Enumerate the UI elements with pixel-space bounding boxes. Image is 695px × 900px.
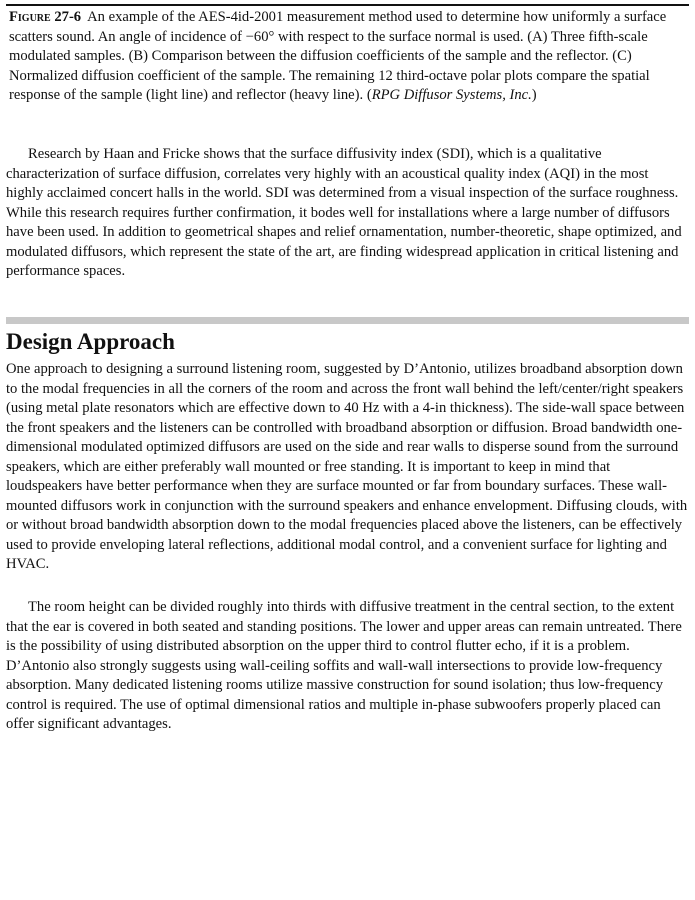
- design-paragraph-1: One approach to designing a surround listening room, suggested by D’Antonio, utilizes broadband absorption down to the modal frequencies in all the corners of the room and across the front wall behind the left/center/right speakers (using metal plate resonators which are effective down to 40 Hz with a 4-in thickness). The side-wall space between the front speakers and the listeners can be controlled with broadband absorption or diffusion. Broad bandwidth one-dimensional modulated optimized diffusors are used on the side and rear walls to disperse sound from the surround speakers, which are either preferably wall mounted or free standing. It is important to keep in mind that loudspeakers have better performance when they are surface mounted or far from boundary surfaces. These wall-mounted diffusors work in conjunction with the surround speakers and enhance envelopment. Diffusing clouds, with or without broad bandwidth absorption down to the modal frequencies placed above the listeners, can be effectively used to provide enveloping lateral reflections, additional modal control, and a convenient surface for lighting and HVAC.: [6, 361, 688, 572]
- caption-top-rule: [6, 4, 689, 6]
- figure-caption: [9, 8, 689, 106]
- research-paragraph: Research by Haan and Fricke shows that the surface diffusivity index (SDI), which is a qualitative characterization of surface diffusion, correlates very highly with an acoustical quality index (AQI) in the most highly acclaimed concert halls in the world. SDI was determined from a visual inspection of the surface roughness. While this research requires further confirmation, it bodes well for installations where a large number of diffusors have been used. In addition to geometrical shapes and relief ornamentation, number-theoretic, shape optimized, and modulated diffusors, which represent the state of the art, are finding widespread application in critical listening and performance spaces.: [6, 146, 682, 279]
- section-heading: Design Approach: [6, 329, 175, 354]
- figure-caption-text: An example of the AES-4id-2001 measurement method used to determine how uniformly a surface scatters sound. An angle of incidence of −60° with respect to the surface normal is used. (A) Three fifth-scale modulated samples. (B) Comparison between the diffusion coefficients of the sample and the reflector. (C) Normalized diffusion coefficient of the sample. The remaining 12 third-octave polar plots compare the spatial response of the sample (light line) and reflector (heavy line). (: [9, 9, 667, 104]
- figure-label: Figure 27-6: [9, 9, 82, 25]
- design-paragraph-2: The room height can be divided roughly into thirds with diffusive treatment in the central section, to the extent that the ear is covered in both seated and standing positions. The lower and upper areas can remain untreated. There is the possibility of using distributed absorption on the upper third to control flutter echo, if it is a problem. D’Antonio also strongly suggests using wall-ceiling soffits and wall-wall intersections to provide low-frequency absorption. Many dedicated listening rooms utilize massive construction for sound isolation; thus low-frequency control is required. The use of optimal dimensional ratios and multiple in-phase subwoofers properly placed can offer significant advantages.: [6, 599, 682, 732]
- section-divider: [6, 317, 689, 324]
- figure-caption-closing: ): [531, 87, 537, 104]
- figure-credit: RPG Diffusor Systems, Inc.: [371, 87, 532, 104]
